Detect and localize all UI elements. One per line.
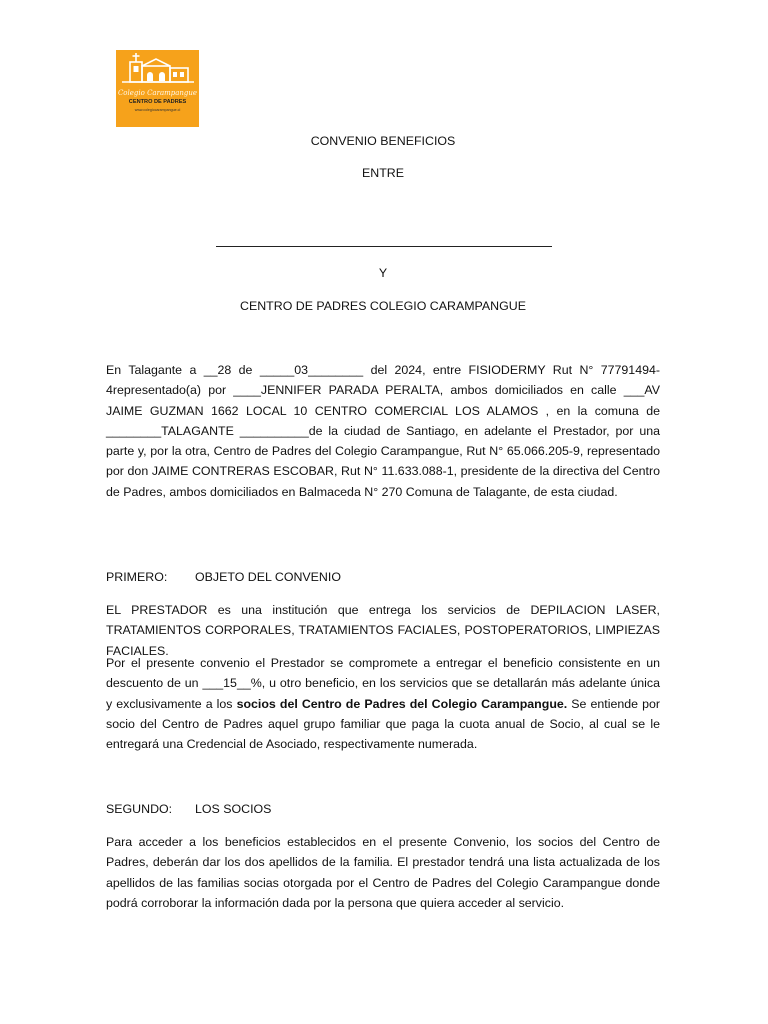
primero-paragraph-1: EL PRESTADOR es una institución que entrega los servicios de DEPILACION LASER, TRATAMIENTOS CORPORALES, TRATAMIENTOS FACIALES, POSTOPERATORIOS, LIMPIEZAS FACIALES. [106,603,660,658]
clause-heading-segundo [106,799,271,819]
logo-subtitle: CENTRO DE PADRES [128,99,187,105]
primero-p2-text: Por el presente convenio el Prestador se compromete a entregar el beneficio consistente en un descuento de un ___15__%, u otro beneficio, en los servicios que se detallarán más adelante única y exclusivamente a los [106,656,660,711]
church-icon [116,50,199,90]
clause-heading-primero [106,567,341,587]
blank-party-line [216,234,552,247]
and-label: Y [378,266,388,280]
clause-title: LOS SOCIOS [195,802,272,816]
primero-p2-bold: socios del Centro de Padres del Colegio Carampangue. [236,696,568,711]
intro-paragraph: En Talagante a __28 de _____03________ del 2024, entre FISIODERMY Rut N° 77791494-4representado(a) por ____JENNIFER PARADA PERALTA, ambos domiciliados en calle ___AV JAIME GUZMAN 1662 LOCAL 10 CENTRO COMERCIAL LOS ALAMOS , en la comuna de ________TALAGANTE __________de la ciudad de Santiago, en adelante el Prestador, por una parte y, por la otra, Centro de Padres del Colegio Carampangue, Rut N° 65.066.205-9, representado por don JAIME CONTRERAS ESCOBAR, Rut N° 11.633.088-1, presidente de la directiva del Centro de Padres, ambos domiciliados en Balmaceda N° 270 Comuna de Talagante, de esta ciudad. [106,363,660,499]
document-title: CONVENIO BENEFICIOS [310,134,456,148]
second-party-name: CENTRO DE PADRES COLEGIO CARAMPANGUE [240,299,526,313]
clause-number: PRIMERO: [106,570,168,584]
clause-number: SEGUNDO: [106,802,173,816]
primero-p2-text-end: Se entiende por socio del Centro de Padres aquel grupo familiar que paga la cuota anual de Socio, al cual se le entregará una Credencial de Asociado, respectivamente numerada. [106,696,661,752]
segundo-paragraph-1: Para acceder a los beneficios establecidos en el presente Convenio, los socios del Centro de Padres, deberán dar los dos apellidos de la familia. El prestador tendrá una lista actualizada de los apellidos de las familias socias otorgada por el Centro de Padres del Colegio Carampangue donde podrá corroborar la información dada por la persona que quiera acceder al servicio. [106,835,660,910]
logo-website: www.colegiocarampangue.cl [134,108,181,112]
between-label: ENTRE [362,166,404,180]
clause-title: OBJETO DEL CONVENIO [195,570,341,584]
primero-paragraph-2 [106,653,660,754]
logo-school-name: Colegio Carampangue [117,89,198,97]
school-logo [116,50,199,127]
